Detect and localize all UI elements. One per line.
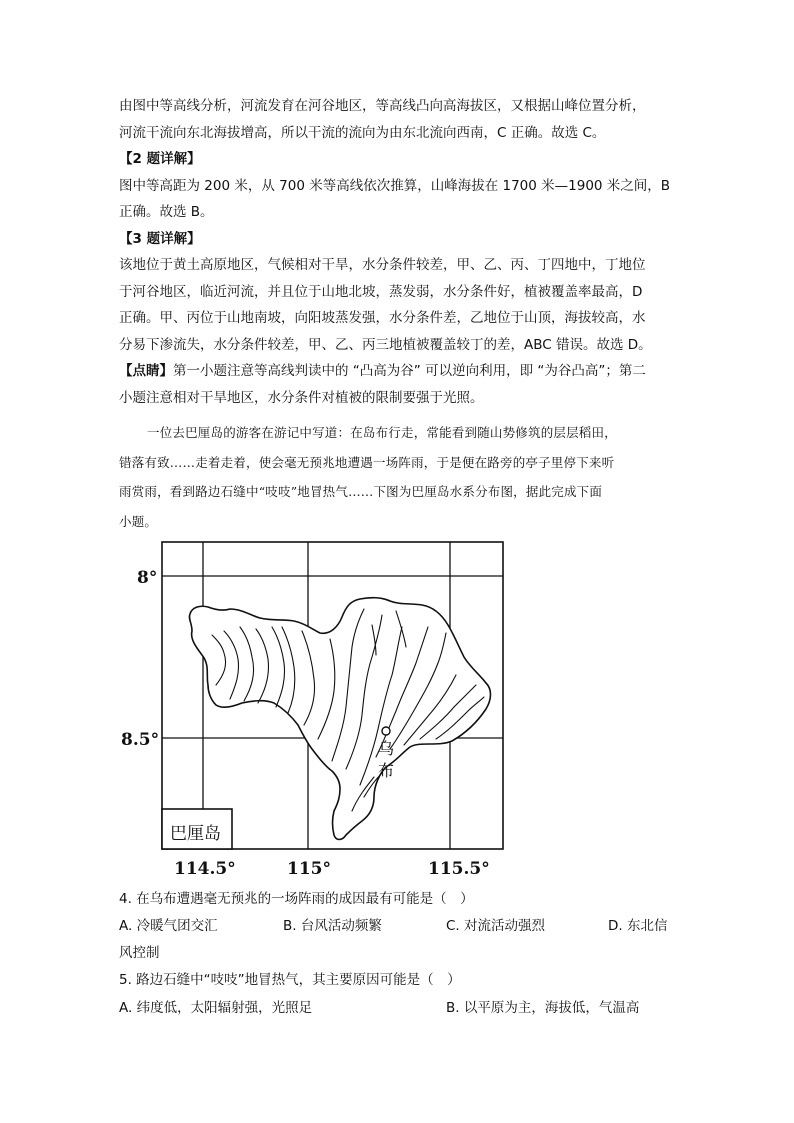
story-line-1: 一位去巴厘岛的游客在游记中写道：在岛布行走，常能看到随山势修筑的层层稻田， [147,425,617,440]
q4-stem: 4. 在乌布遭遇毫无预兆的一场阵雨的成因最有可能是（ ） [119,891,474,907]
analysis-text [119,93,679,411]
q2-line-2: 正确。故选 B。 [119,204,214,220]
ubud-marker [382,727,390,735]
map-title: 巴厘岛 [170,824,221,844]
q4-option-a[interactable]: A. 冷暖气团交汇 [119,918,218,934]
tip-line-2: 小题注意相对干旱地区，水分条件对植被的限制要强于光照。 [119,389,484,406]
q4-option-d[interactable]: D. 东北信 [608,918,668,934]
q1-line-1: 由图中等高线分析，河流发育在河谷地区，等高线凸向高海拔区，又根据山峰位置分析， [119,98,646,114]
story-line-4: 小题。 [119,513,158,529]
tip-text-1: 第一小题注意等高线判读中的 “凸高为谷” 可以逆向利用，即 “为谷凸高”；第二 [173,363,646,379]
lat-label-8: 8° [137,568,158,588]
q5-option-a[interactable]: A. 纬度低，太阳辐射强，光照足 [119,1000,313,1016]
bali-river-map [120,535,520,880]
town-label-2: 布 [378,761,395,780]
q5-option-b[interactable]: B. 以平原为主，海拔低，气温高 [446,1000,640,1016]
tip-line-1 [119,358,679,385]
story-line-2: 错落有致……走着走着，使会毫无预兆地遭遇一场阵雨，于是便在路旁的亭子里停下来听 [119,454,615,470]
town-label-1: 乌 [378,739,395,758]
lat-label-8-5: 8.5° [121,730,160,750]
q2-line-1: 图中等高距为 200 米，从 700 米等高线依次推算，山峰海拔在 1700 米—1900 米之间，B [119,177,671,194]
q2-heading: 【2 题详解】 [119,151,201,167]
q3-line-2: 于河谷地区，临近河流，并且位于山地北坡，蒸发弱，水分条件好，植被覆盖率最高，D [119,283,643,300]
tip-heading: 【点睛】 [119,363,173,379]
q3-heading: 【3 题详解】 [119,230,201,247]
q5-stem: 5. 路边石缝中“吱吱”地冒热气，其主要原因可能是（ ） [119,972,461,988]
story-passage [119,418,679,536]
lon-label-114-5: 114.5° [174,859,236,879]
q4-option-b[interactable]: B. 台风活动频繁 [283,918,382,934]
q4-option-d-cont: 风控制 [119,945,160,961]
q4-option-c[interactable]: C. 对流活动强烈 [446,918,546,934]
q3-line-4: 分易下渗流失，水分条件较差，甲、乙、丙三地植被覆盖较丁的差，ABC 错误。故选 D。 [119,336,652,353]
lon-label-115-5: 115.5° [428,859,490,879]
q1-line-2: 河流干流向东北海拔增高，所以干流的流向为由东北流向西南，C 正确。故选 C。 [119,124,606,141]
q3-line-1: 该地位于黄土高原地区，气候相对干旱，水分条件较差，甲、乙、丙、丁四地中，丁地位 [119,257,646,273]
q3-line-3: 正确。甲、丙位于山地南坡，向阳坡蒸发强，水分条件差，乙地位于山顶，海拔较高，水 [119,310,646,326]
lon-label-115: 115° [287,859,331,879]
story-line-3: 雨赏雨，看到路边石缝中“吱吱”地冒热气……下图为巴厘岛水系分布图，据此完成下面 [119,484,603,499]
